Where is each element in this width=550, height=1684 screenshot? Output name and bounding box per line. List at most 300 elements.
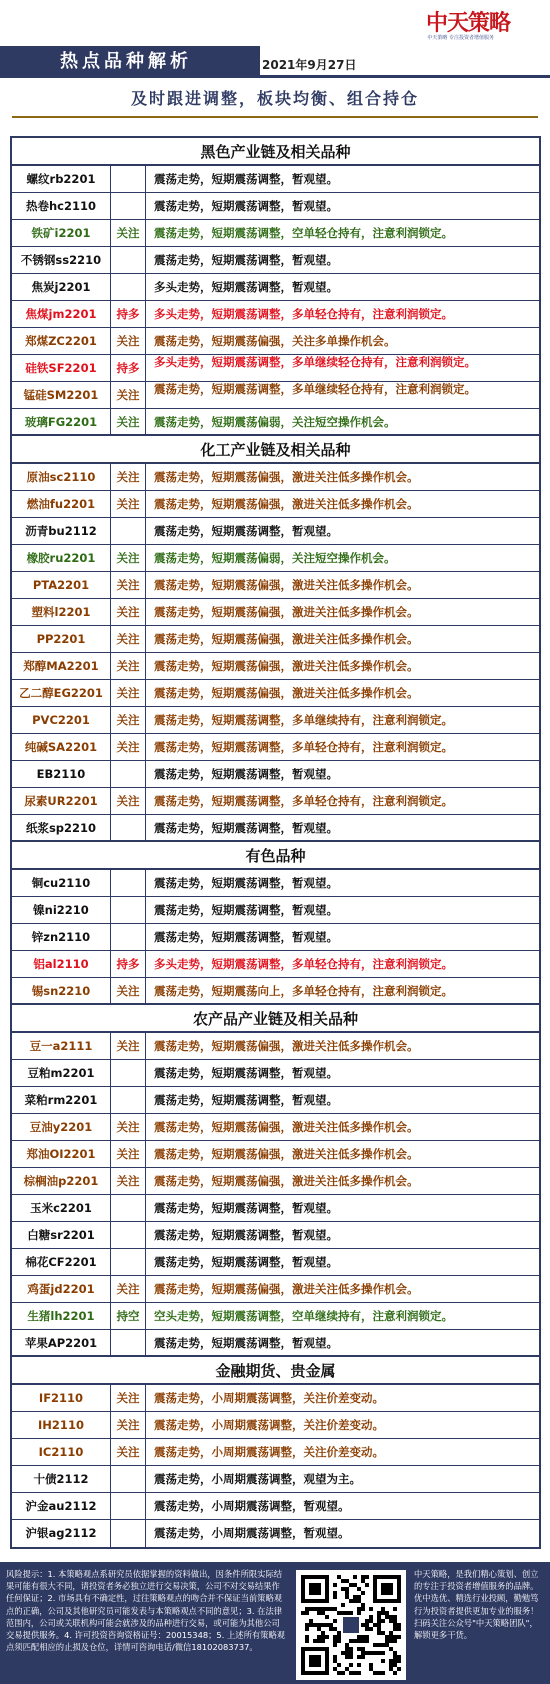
position-tag xyxy=(111,761,146,787)
table-row xyxy=(12,545,539,572)
qr-module xyxy=(337,1663,341,1667)
qr-code-icon xyxy=(301,1575,401,1675)
position-tag: 关注 xyxy=(111,545,146,571)
qr-module xyxy=(369,1663,373,1667)
table-row xyxy=(12,1114,539,1141)
qr-module xyxy=(361,1639,365,1643)
contract-name: 玉米c2201 xyxy=(12,1195,111,1221)
contract-name: 纸浆sp2210 xyxy=(12,815,111,840)
table-row xyxy=(12,328,539,355)
table-row xyxy=(12,1249,539,1276)
qr-module xyxy=(333,1627,337,1631)
contract-name: 生猪lh2201 xyxy=(12,1303,111,1329)
qr-module xyxy=(333,1583,337,1587)
contract-name: IH2110 xyxy=(12,1412,111,1438)
strategy-text: 震荡走势，小周期震荡调整，关注价差变动。 xyxy=(154,1418,384,1432)
table-row xyxy=(12,1033,539,1060)
qr-module xyxy=(341,1587,345,1591)
qr-module xyxy=(349,1655,353,1659)
qr-module xyxy=(369,1607,373,1611)
qr-module xyxy=(329,1627,333,1631)
qr-module xyxy=(365,1635,369,1639)
position-tag xyxy=(111,1087,146,1113)
strategy-text: 震荡走势，短期震荡调整，暂观望。 xyxy=(154,903,338,917)
qr-module xyxy=(373,1671,377,1675)
qr-module xyxy=(361,1655,365,1659)
position-tag: 关注 xyxy=(111,1385,146,1411)
qr-module xyxy=(365,1583,369,1587)
contract-name: IC2110 xyxy=(12,1439,111,1465)
section-title: 黑色产业链及相关品种 xyxy=(12,138,539,166)
position-tag: 关注 xyxy=(111,1276,146,1302)
section-title: 有色品种 xyxy=(12,842,539,870)
qr-module xyxy=(377,1615,381,1619)
qr-module xyxy=(373,1623,377,1627)
qr-module xyxy=(377,1619,381,1623)
qr-module xyxy=(321,1623,325,1627)
contract-name: 苹果AP2201 xyxy=(12,1330,111,1355)
qr-module xyxy=(369,1651,373,1655)
qr-module xyxy=(337,1671,341,1675)
qr-module xyxy=(377,1671,381,1675)
strategy-text: 空头走势，短期震荡调整，空单继续持有，注意利润锁定。 xyxy=(154,1309,453,1323)
qr-module xyxy=(377,1631,381,1635)
qr-module xyxy=(329,1623,333,1627)
qr-module xyxy=(345,1655,349,1659)
qr-module xyxy=(365,1639,369,1643)
contract-name: 沥青bu2112 xyxy=(12,518,111,544)
strategy-text: 震荡走势，短期震荡调整，暂观望。 xyxy=(154,1201,338,1215)
table-row xyxy=(12,166,539,193)
strategy-text: 震荡走势，短期震荡向上，多单轻仓持有，注意利润锁定。 xyxy=(154,984,453,998)
qr-module xyxy=(361,1579,365,1583)
qr-module xyxy=(361,1603,365,1607)
position-tag: 持多 xyxy=(111,301,146,327)
position-tag xyxy=(111,870,146,896)
table-row xyxy=(12,1087,539,1114)
qr-module xyxy=(393,1619,397,1623)
contract-name: 纯碱SA2201 xyxy=(12,734,111,760)
qr-module xyxy=(361,1607,365,1611)
qr-module xyxy=(381,1643,385,1647)
contract-name: 镍ni2210 xyxy=(12,897,111,923)
contract-name: 郑醇MA2201 xyxy=(12,653,111,679)
position-tag xyxy=(111,897,146,923)
qr-module xyxy=(349,1651,353,1655)
qr-module xyxy=(361,1575,365,1579)
qr-module xyxy=(333,1607,337,1611)
qr-module xyxy=(389,1635,393,1639)
table-row xyxy=(12,1303,539,1330)
section-title: 农产品产业链及相关品种 xyxy=(12,1005,539,1033)
strategy-text: 震荡走势，小周期震荡调整，关注价差变动。 xyxy=(154,1445,384,1459)
table-row xyxy=(12,518,539,545)
strategy-text: 震荡走势，短期震荡偏强，激进关注低多操作机会。 xyxy=(154,470,419,484)
position-tag xyxy=(111,518,146,544)
qr-module xyxy=(343,1617,359,1633)
table-row xyxy=(12,193,539,220)
strategy-text: 震荡走势，短期震荡调整，暂观望。 xyxy=(154,1228,338,1242)
contract-name: 硅铁SF2201 xyxy=(12,355,111,381)
qr-module xyxy=(341,1611,345,1615)
contract-name: 豆一a2111 xyxy=(12,1033,111,1059)
qr-module xyxy=(397,1655,401,1659)
qr-module xyxy=(337,1635,341,1639)
position-tag: 关注 xyxy=(111,220,146,246)
table-row xyxy=(12,924,539,951)
qr-module xyxy=(389,1639,393,1643)
table-row xyxy=(12,1385,539,1412)
table-row xyxy=(12,815,539,842)
strategy-text: 震荡走势，短期震荡调整，多单轻仓持有，注意利润锁定。 xyxy=(154,794,453,808)
qr-module xyxy=(313,1623,317,1627)
position-tag: 关注 xyxy=(111,1141,146,1167)
strategy-text: 震荡走势，短期震荡偏弱，关注短空操作机会。 xyxy=(154,415,396,429)
qr-module xyxy=(381,1659,385,1663)
strategy-text: 多头走势，短期震荡调整，多单轻仓持有，注意利润锁定。 xyxy=(154,957,453,971)
strategy-text: 震荡走势，短期震荡调整，暂观望。 xyxy=(154,876,338,890)
strategy-text: 震荡走势，短期震荡偏强，激进关注低多操作机会。 xyxy=(154,497,419,511)
position-tag xyxy=(111,1520,146,1547)
strategy-text: 震荡走势，短期震荡调整，多单轻仓持有，注意利润锁定。 xyxy=(154,740,453,754)
qr-module xyxy=(393,1663,397,1667)
qr-module xyxy=(397,1667,401,1671)
strategy-text: 多头走势，短期震荡调整，多单轻仓持有，注意利润锁定。 xyxy=(154,307,453,321)
position-tag: 关注 xyxy=(111,1114,146,1140)
qr-module xyxy=(389,1619,393,1623)
qr-module xyxy=(397,1623,401,1627)
table-row xyxy=(12,464,539,491)
qr-module xyxy=(349,1583,353,1587)
qr-module xyxy=(393,1639,397,1643)
qr-module xyxy=(309,1619,313,1623)
strategy-text: 震荡走势，短期震荡调整，暂观望。 xyxy=(154,1255,338,1269)
table-row xyxy=(12,897,539,924)
strategy-text: 震荡走势，短期震荡调整，暂观望。 xyxy=(154,253,338,267)
strategy-text: 震荡走势，短期震荡偏强，激进关注低多操作机会。 xyxy=(154,1120,419,1134)
contract-name: 鸡蛋jd2201 xyxy=(12,1276,111,1302)
qr-module xyxy=(369,1619,373,1623)
qr-module xyxy=(385,1643,389,1647)
strategy-text: 多头走势，短期震荡调整，暂观望。 xyxy=(154,280,338,294)
qr-module xyxy=(345,1595,349,1599)
page-subtitle: 及时跟进调整，板块均衡、组合持仓 xyxy=(130,89,419,108)
position-tag: 关注 xyxy=(111,491,146,517)
table-row xyxy=(12,1276,539,1303)
contract-name: 橡胶ru2201 xyxy=(12,545,111,571)
strategy-text: 震荡走势，短期震荡偏强，激进关注低多操作机会。 xyxy=(154,1282,419,1296)
page-title: 热点品种解析 xyxy=(0,46,260,78)
qr-module xyxy=(393,1671,397,1675)
qr-module xyxy=(357,1647,361,1651)
table-row xyxy=(12,1141,539,1168)
position-tag: 关注 xyxy=(111,1168,146,1194)
qr-module xyxy=(345,1643,349,1647)
qr-module xyxy=(357,1611,361,1615)
qr-module xyxy=(321,1635,325,1639)
qr-module xyxy=(381,1631,385,1635)
table-row xyxy=(12,653,539,680)
qr-module xyxy=(361,1647,365,1651)
qr-module xyxy=(317,1639,321,1643)
qr-module xyxy=(353,1599,357,1603)
table-row xyxy=(12,1493,539,1520)
qr-module xyxy=(313,1639,317,1643)
contract-name: 郑煤ZC2201 xyxy=(12,328,111,354)
date-underline xyxy=(260,75,550,78)
qr-module xyxy=(397,1635,401,1639)
position-tag: 关注 xyxy=(111,409,146,434)
table-row xyxy=(12,409,539,436)
table-row xyxy=(12,951,539,978)
contract-name: 铁矿i2201 xyxy=(12,220,111,246)
qr-module xyxy=(393,1607,397,1611)
table-row xyxy=(12,1412,539,1439)
contract-name: 白糖sr2201 xyxy=(12,1222,111,1248)
brand-tagline: 中天策略 专注投资者增值服务 xyxy=(427,35,494,41)
position-tag: 关注 xyxy=(111,788,146,814)
analysis-table xyxy=(10,136,541,1549)
qr-module xyxy=(353,1639,357,1643)
qr-module xyxy=(381,1607,385,1611)
qr-module xyxy=(385,1635,389,1639)
position-tag xyxy=(111,1060,146,1086)
qr-module xyxy=(349,1663,353,1667)
qr-module xyxy=(389,1663,393,1667)
qr-module xyxy=(397,1627,401,1631)
qr-module xyxy=(317,1635,321,1639)
qr-module xyxy=(333,1639,337,1643)
qr-module xyxy=(341,1579,345,1583)
qr-module xyxy=(349,1647,353,1651)
position-tag xyxy=(111,193,146,219)
qr-module xyxy=(361,1635,365,1639)
qr-module xyxy=(377,1651,381,1655)
qr-module xyxy=(357,1635,361,1639)
qr-module xyxy=(357,1655,361,1659)
qr-module xyxy=(357,1639,361,1643)
qr-module xyxy=(385,1611,389,1615)
qr-module xyxy=(353,1575,357,1579)
position-tag xyxy=(111,1466,146,1492)
position-tag: 持空 xyxy=(111,1303,146,1329)
qr-module xyxy=(377,1627,381,1631)
position-tag: 关注 xyxy=(111,572,146,598)
qr-module xyxy=(353,1671,357,1675)
qr-module xyxy=(361,1591,365,1595)
position-tag xyxy=(111,274,146,300)
qr-module xyxy=(333,1655,337,1659)
strategy-text: 震荡走势，短期震荡偏强，激进关注低多操作机会。 xyxy=(154,632,419,646)
qr-module xyxy=(305,1635,309,1639)
table-row xyxy=(12,788,539,815)
qr-module xyxy=(393,1651,397,1655)
qr-module xyxy=(341,1671,345,1675)
qr-module xyxy=(345,1587,349,1591)
qr-module xyxy=(333,1595,337,1599)
contract-name: 棉花CF2201 xyxy=(12,1249,111,1275)
strategy-text: 震荡走势，短期震荡偏强，激进关注低多操作机会。 xyxy=(154,1039,419,1053)
qr-module xyxy=(385,1615,389,1619)
position-tag: 关注 xyxy=(111,1439,146,1465)
risk-disclaimer: 风险提示：1. 本策略观点系研究员依据掌握的资料做出，因条件所限实际结果可能有很大不同，请投资者务必独立进行交易决策，公司不对交易结果作任何保证；2. 市场具有不确定性，过往策略观点的吻合并不保证当前策略观点的正确，公司及其他研究员可能发表与本策略观点不同的意见；3. 在法律范围内，公司或关联机构可能会就涉及的品种进行交易，或可能为其他公司交易提供服务。4. 许可投资咨询资格证号：20015348；5. 上述所有策略观点须匹配相应的止损及仓位，详情可咨询电话/微信18102083737。 xyxy=(6,1569,286,1653)
position-tag: 持多 xyxy=(111,951,146,977)
qr-module xyxy=(341,1603,345,1607)
qr-module xyxy=(365,1651,369,1655)
qr-module xyxy=(321,1631,325,1635)
contract-name: 燃油fu2201 xyxy=(12,491,111,517)
strategy-text: 震荡走势，短期震荡调整，多单继续轻仓持有，注意利润锁定。 xyxy=(154,382,476,396)
table-row xyxy=(12,870,539,897)
strategy-text: 震荡走势，短期震荡偏强，激进关注低多操作机会。 xyxy=(154,1147,419,1161)
qr-module xyxy=(393,1615,397,1619)
contract-name: 乙二醇EG2201 xyxy=(12,680,111,706)
contract-name: 锌zn2110 xyxy=(12,924,111,950)
qr-module xyxy=(357,1607,361,1611)
qr-module xyxy=(393,1635,397,1639)
qr-module xyxy=(357,1587,361,1591)
contract-name: 沪金au2112 xyxy=(12,1493,111,1519)
qr-module xyxy=(345,1591,349,1595)
qr-module xyxy=(353,1595,357,1599)
qr-code[interactable] xyxy=(296,1570,406,1680)
strategy-text: 震荡走势，短期震荡调整，暂观望。 xyxy=(154,821,338,835)
table-row xyxy=(12,734,539,761)
strategy-text: 震荡走势，短期震荡调整，空单轻仓持有，注意利润锁定。 xyxy=(154,226,453,240)
position-tag: 关注 xyxy=(111,978,146,1003)
table-row xyxy=(12,1330,539,1357)
qr-module xyxy=(381,1651,385,1655)
qr-module xyxy=(325,1607,329,1611)
brand-logo: 中天策略 xyxy=(425,10,510,36)
table-row xyxy=(12,1466,539,1493)
section-title: 化工产业链及相关品种 xyxy=(12,436,539,464)
table-row xyxy=(12,761,539,788)
table-row xyxy=(12,626,539,653)
contract-name: 豆粕m2201 xyxy=(12,1060,111,1086)
table-row xyxy=(12,1060,539,1087)
qr-module xyxy=(337,1611,341,1615)
about-text: 中天策略，是我们精心策划、创立的专注于投资者增值服务的品牌。优中选优、精选行业投顾，勤勉笃行为投资者提供更加专业的服务！扫码关注公众号"中天策略团队"，解锁更多干货。 xyxy=(414,1569,539,1641)
qr-module xyxy=(337,1639,341,1643)
qr-module xyxy=(381,1619,385,1623)
qr-module xyxy=(381,1671,385,1675)
qr-module xyxy=(349,1639,353,1643)
contract-name: 焦煤jm2201 xyxy=(12,301,111,327)
table-row xyxy=(12,1195,539,1222)
qr-module xyxy=(317,1623,321,1627)
qr-module xyxy=(377,1611,381,1615)
contract-name: 螺纹rb2201 xyxy=(12,166,111,192)
footer xyxy=(0,1562,550,1684)
qr-module xyxy=(349,1671,353,1675)
contract-name: IF2110 xyxy=(12,1385,111,1411)
qr-module xyxy=(389,1631,393,1635)
qr-module xyxy=(393,1655,397,1659)
strategy-text: 震荡走势，小周期震荡调整，观望为主。 xyxy=(154,1472,361,1486)
position-tag: 关注 xyxy=(111,734,146,760)
table-row xyxy=(12,572,539,599)
table-row xyxy=(12,978,539,1005)
report-date: 2021年9月27日 xyxy=(262,58,357,72)
strategy-text: 震荡走势，短期震荡偏弱，关注短空操作机会。 xyxy=(154,551,396,565)
qr-module xyxy=(373,1643,377,1647)
section-title: 金融期货、贵金属 xyxy=(12,1357,539,1385)
qr-module xyxy=(377,1643,381,1647)
qr-module xyxy=(317,1607,321,1611)
table-row xyxy=(12,220,539,247)
qr-module xyxy=(357,1663,361,1667)
contract-name: 菜粕rm2201 xyxy=(12,1087,111,1113)
qr-module xyxy=(389,1615,393,1619)
table-row xyxy=(12,1168,539,1195)
qr-module xyxy=(385,1639,389,1643)
strategy-text: 震荡走势，短期震荡调整，暂观望。 xyxy=(154,767,338,781)
qr-module xyxy=(309,1583,321,1595)
table-row xyxy=(12,599,539,626)
position-tag xyxy=(111,1493,146,1519)
contract-name: 热卷hc2110 xyxy=(12,193,111,219)
table-row xyxy=(12,680,539,707)
strategy-text: 震荡走势，短期震荡偏强，激进关注低多操作机会。 xyxy=(154,686,419,700)
qr-module xyxy=(333,1591,337,1595)
position-tag xyxy=(111,1195,146,1221)
qr-module xyxy=(393,1623,397,1627)
strategy-text: 震荡走势，短期震荡调整，多单继续持有，注意利润锁定。 xyxy=(154,713,453,727)
contract-name: 十债2112 xyxy=(12,1466,111,1492)
qr-module xyxy=(341,1651,345,1655)
qr-module xyxy=(365,1627,369,1631)
qr-module xyxy=(309,1655,321,1667)
strategy-text: 震荡走势，短期震荡偏强，激进关注低多操作机会。 xyxy=(154,605,419,619)
qr-module xyxy=(369,1615,373,1619)
qr-module xyxy=(345,1647,349,1651)
table-row xyxy=(12,274,539,301)
qr-module xyxy=(305,1639,309,1643)
strategy-text: 震荡走势，短期震荡偏强，关注多单操作机会。 xyxy=(154,334,396,348)
qr-module xyxy=(305,1607,309,1611)
qr-module xyxy=(301,1611,305,1615)
position-tag: 关注 xyxy=(111,1033,146,1059)
contract-name: 原油sc2110 xyxy=(12,464,111,490)
qr-module xyxy=(305,1623,309,1627)
qr-module xyxy=(381,1611,385,1615)
position-tag: 关注 xyxy=(111,680,146,706)
qr-module xyxy=(349,1611,353,1615)
strategy-text: 震荡走势，短期震荡调整，暂观望。 xyxy=(154,199,338,213)
table-row xyxy=(12,1439,539,1466)
contract-name: 铝al2110 xyxy=(12,951,111,977)
strategy-text: 震荡走势，短期震荡调整，暂观望。 xyxy=(154,1336,338,1350)
table-row xyxy=(12,247,539,274)
qr-module xyxy=(337,1575,341,1579)
qr-module xyxy=(333,1643,337,1647)
position-tag: 关注 xyxy=(111,382,146,408)
table-row xyxy=(12,1520,539,1547)
qr-module xyxy=(309,1623,313,1627)
qr-module xyxy=(357,1595,361,1599)
position-tag xyxy=(111,1330,146,1355)
position-tag: 关注 xyxy=(111,599,146,625)
contract-name: 郑油OI2201 xyxy=(12,1141,111,1167)
qr-module xyxy=(345,1579,349,1583)
qr-module xyxy=(321,1639,325,1643)
qr-module xyxy=(373,1651,377,1655)
table-row xyxy=(12,491,539,518)
contract-name: 沪银ag2112 xyxy=(12,1520,111,1547)
qr-module xyxy=(345,1651,349,1655)
contract-name: 焦炭j2201 xyxy=(12,274,111,300)
